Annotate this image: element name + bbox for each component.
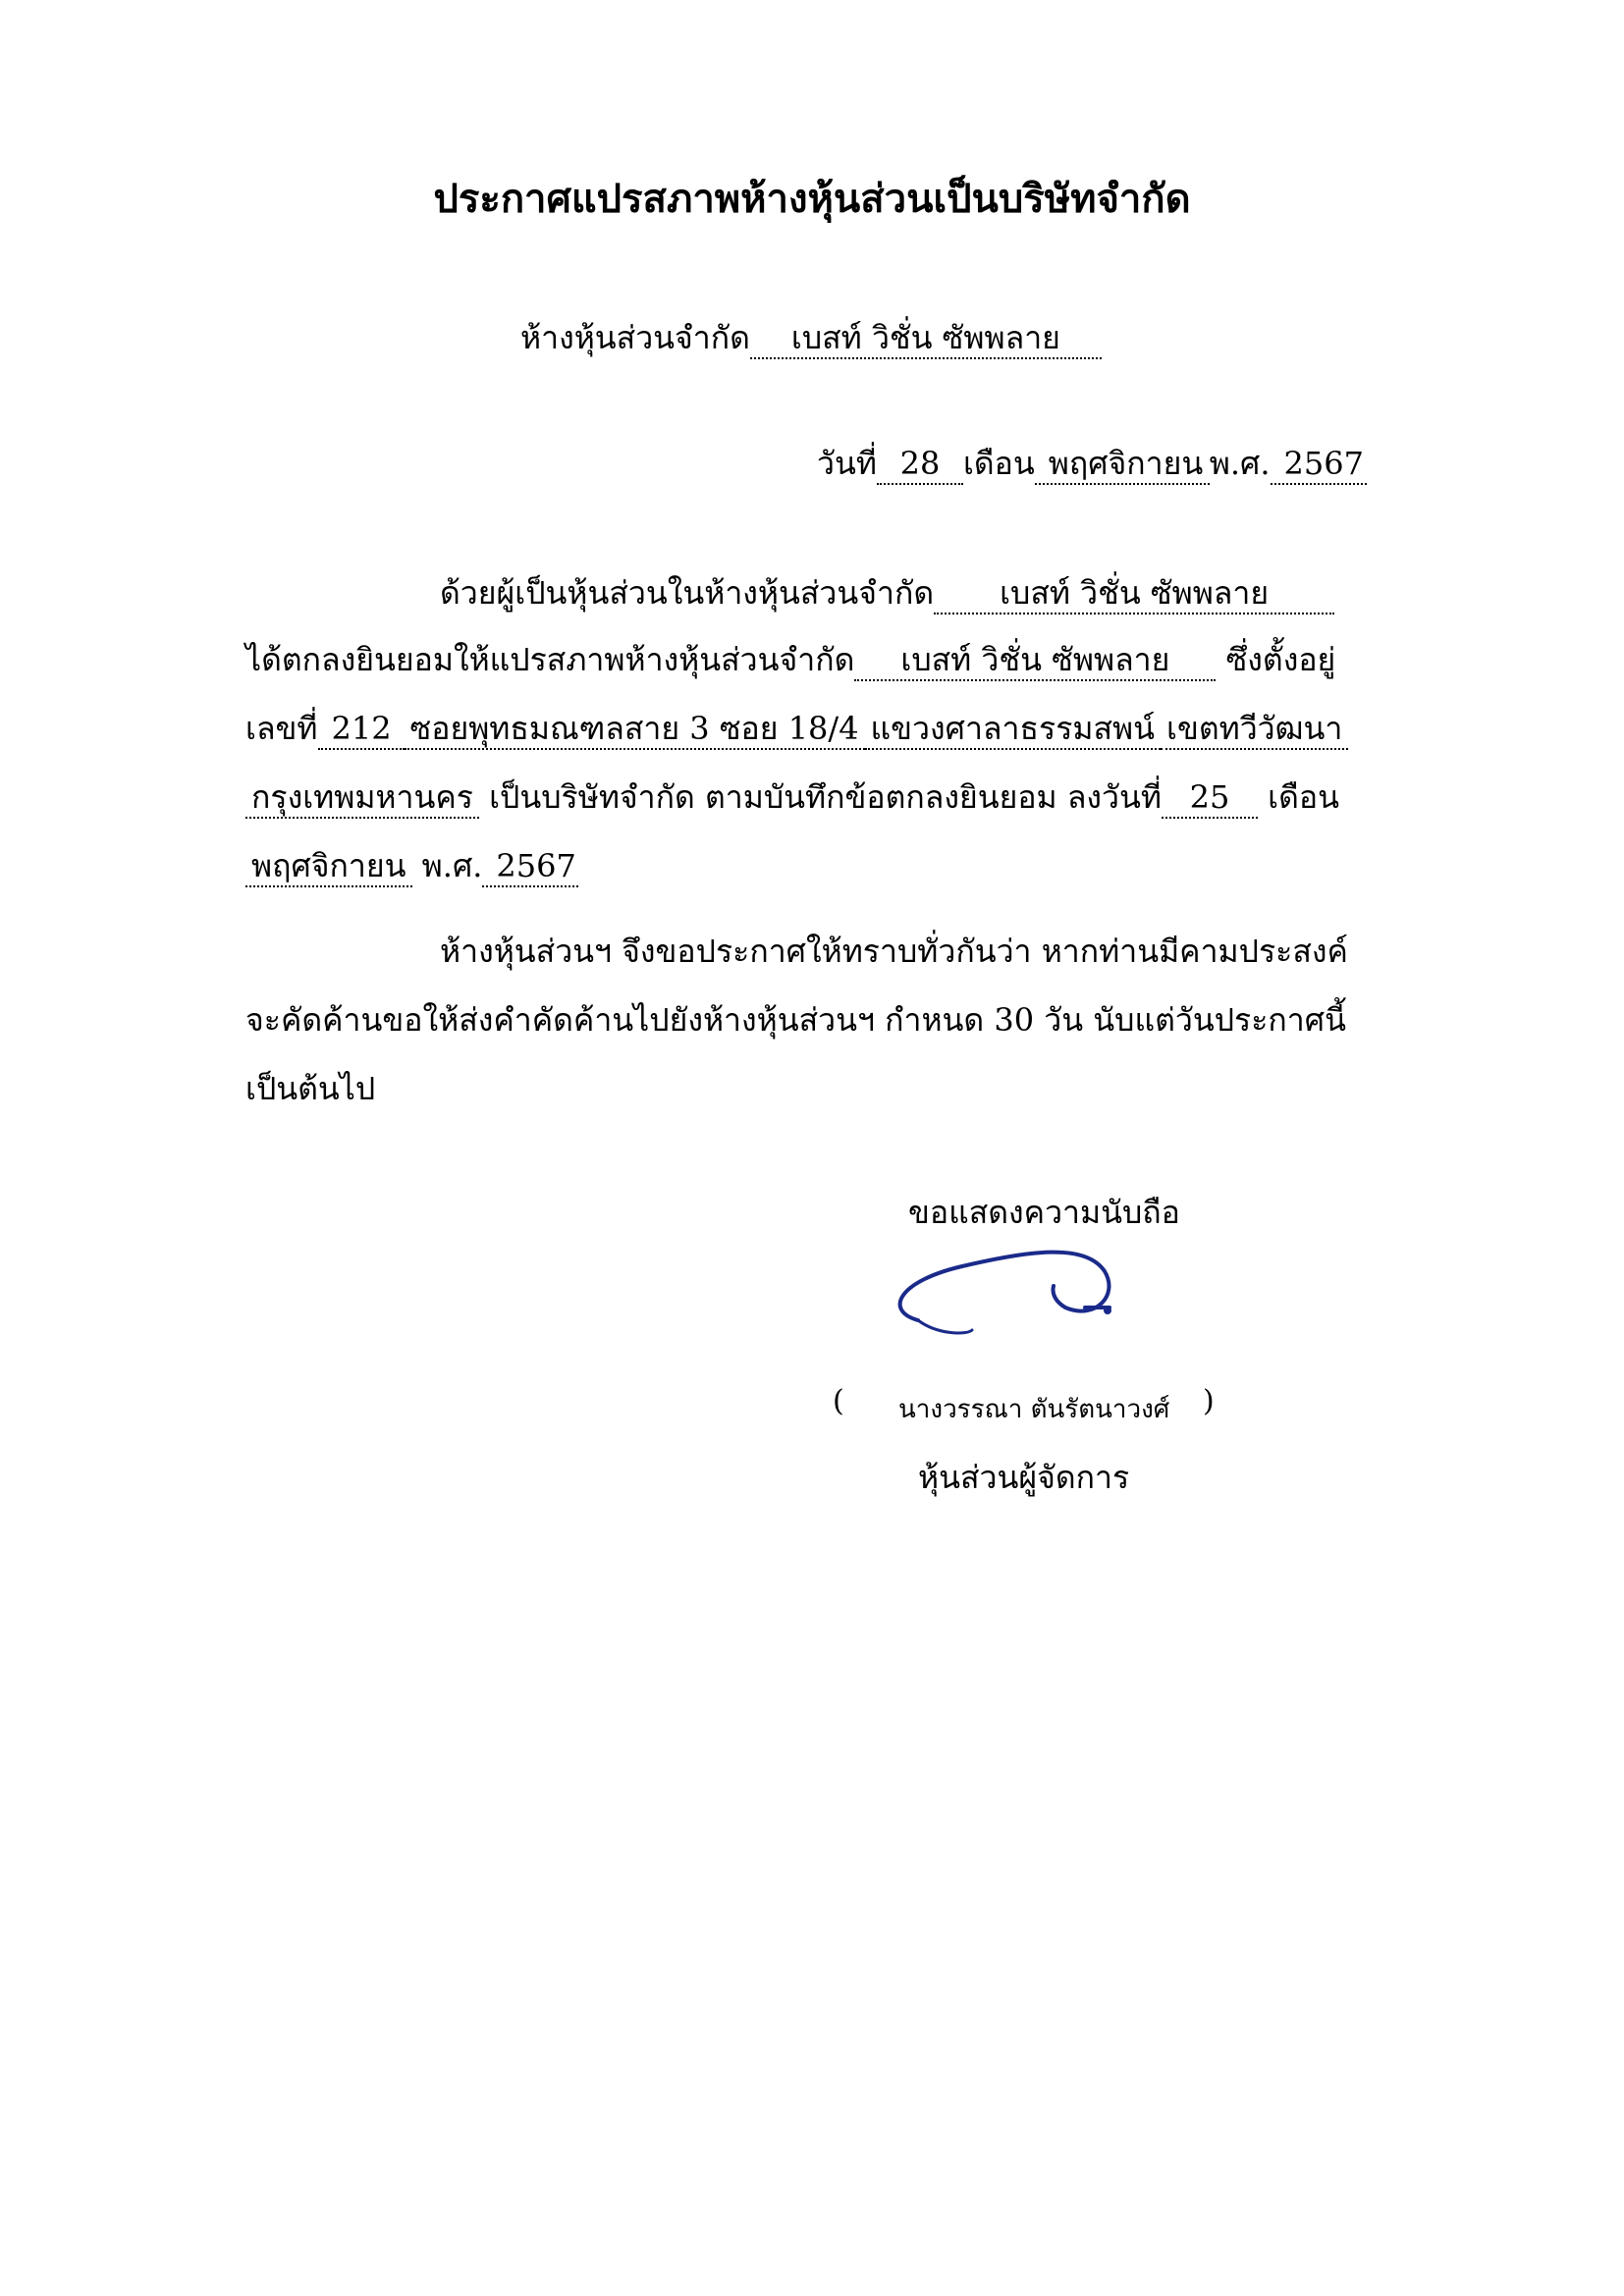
company-name: เบสท์ วิชั่น ซัพพลาย xyxy=(750,318,1102,359)
para1-agree-day: 25 xyxy=(1162,777,1258,819)
para1-soi: ซอยพุทธมณฑลสาย 3 ซอย 18/4 xyxy=(405,709,865,750)
para1-agree-year: 2567 xyxy=(482,846,578,887)
para1-convert: เป็นบริษัทจำกัด ตามบันทึกข้อตกลงยินยอม ลงวันที่ xyxy=(489,778,1162,816)
para1-agree-year-label: พ.ศ. xyxy=(421,847,483,884)
closing-regards: ขอแสดงความนับถือ xyxy=(908,1194,1180,1231)
signer-position: หุ้นส่วนผู้จัดการ xyxy=(918,1459,1130,1496)
year-label: พ.ศ. xyxy=(1209,445,1271,482)
para1-khet: เขตทวีวัฒนา xyxy=(1161,709,1348,750)
para1-province: กรุงเทพมหานคร xyxy=(245,777,479,819)
para1-number: 212 xyxy=(318,709,405,750)
year-value: 2567 xyxy=(1271,444,1367,485)
signer-name: นางวรรณา ตันรัตนาวงศ์ xyxy=(898,1395,1170,1424)
signer-close-paren: ) xyxy=(1203,1384,1215,1418)
date-line xyxy=(817,440,1367,487)
para1-agree-month-label: เดือน xyxy=(1268,778,1339,816)
para1-agreed: ได้ตกลงยินยอมให้แปรสภาพห้างหุ้นส่วนจำกัด xyxy=(245,641,855,678)
signature xyxy=(879,1237,1173,1364)
company-label: ห้างหุ้นส่วนจำกัด xyxy=(520,319,750,356)
para1-line5 xyxy=(245,842,578,889)
day-value: 28 xyxy=(877,444,963,485)
para1-located: ซึ่งตั้งอยู่ xyxy=(1225,641,1336,678)
para1-line1 xyxy=(440,569,1334,616)
month-label: เดือน xyxy=(962,445,1035,482)
company-line xyxy=(520,314,1102,361)
para1-company2: เบสท์ วิชั่น ซัพพลาย xyxy=(854,640,1216,681)
para2-line1: ห้างหุ้นส่วนฯ จึงขอประกาศให้ทราบทั่วกันว่า หากท่านมีคามประสงค์ xyxy=(440,933,1348,970)
para1-line4 xyxy=(245,774,1339,821)
para1-number-label: เลขที่ xyxy=(245,710,318,747)
para2-line3: เป็นต้นไป xyxy=(245,1070,376,1107)
para1-company1: เบสท์ วิชั่น ซัพพลาย xyxy=(934,573,1334,614)
para1-intro: ด้วยผู้เป็นหุ้นส่วนในห้างหุ้นส่วนจำกัด xyxy=(440,574,935,612)
para1-khwaeng: แขวงศาลาธรรมสพน์ xyxy=(865,709,1161,750)
para1-line2 xyxy=(245,636,1335,683)
document-title: ประกาศแปรสภาพห้างหุ้นส่วนเป็นบริษัทจำกัด xyxy=(433,176,1191,222)
month-value: พฤศจิกายน xyxy=(1035,444,1210,485)
para1-agree-month: พฤศจิกายน xyxy=(245,846,412,887)
signer-open-paren: ( xyxy=(833,1384,844,1418)
para1-line3 xyxy=(245,705,1348,752)
para2-line2: จะคัดค้านขอให้ส่งคำคัดค้านไปยังห้างหุ้นส่วนฯ กำหนด 30 วัน นับแต่วันประกาศนี้ xyxy=(245,1001,1346,1039)
day-label: วันที่ xyxy=(817,445,877,482)
